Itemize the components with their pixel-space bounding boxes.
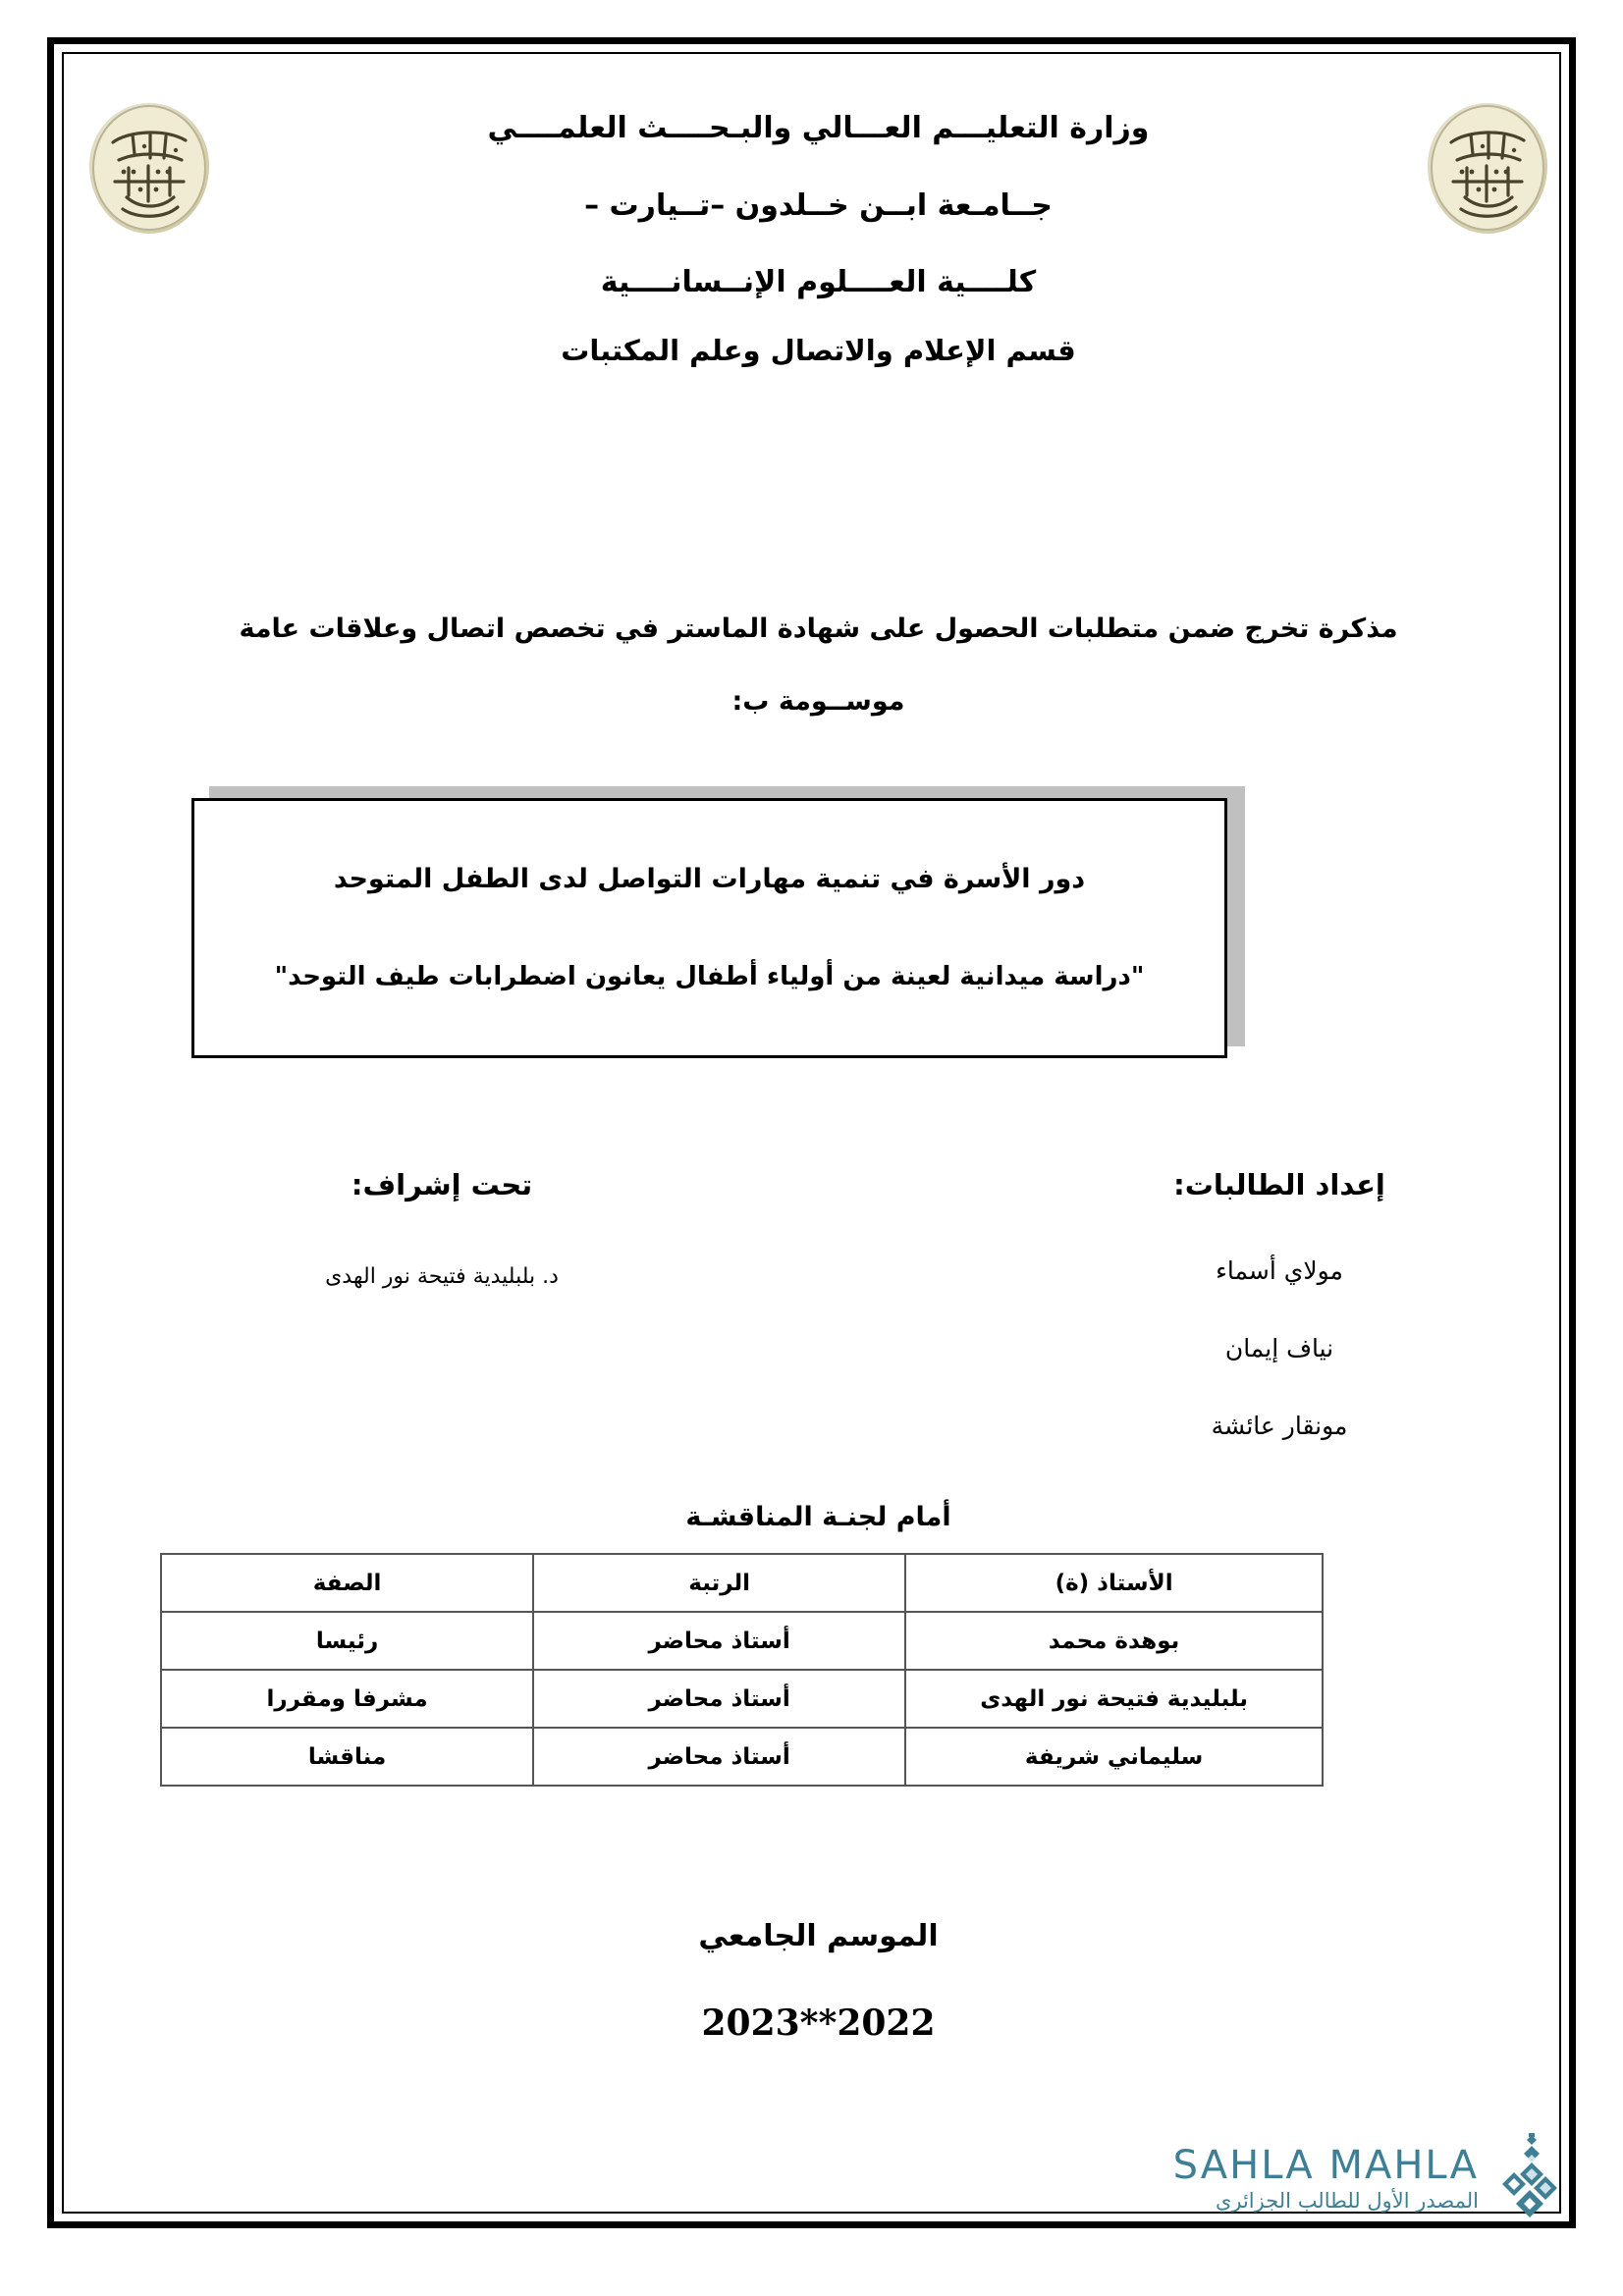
academic-year-block	[54, 1919, 1583, 2044]
students-heading: إعداد الطالبات:	[1173, 1168, 1385, 1201]
supervisor-heading: تحت إشراف:	[351, 1168, 533, 1201]
degree-statement-line-2: موســومة ب:	[731, 686, 905, 718]
university-line: جــامـعة ابــن خــلدون –تــيارت –	[584, 187, 1053, 223]
jury-cell-rank: أستاذ محاضر	[533, 1728, 905, 1786]
jury-column-header-role: الصفة	[161, 1554, 533, 1612]
cover-page-content	[54, 44, 1583, 2235]
ministry-line: وزارة التعليـــم العـــالي والبـحــــث العلمــــي	[487, 111, 1150, 145]
jury-table	[160, 1553, 1324, 1787]
jury-cell-role: مناقشا	[161, 1728, 533, 1786]
sahla-mahla-watermark	[1173, 2133, 1559, 2223]
thesis-title-box	[191, 798, 1227, 1058]
academic-year-value: 2023**2022	[701, 2002, 936, 2044]
page-frame	[47, 37, 1576, 2228]
thesis-title-main: دور الأسرة في تنمية مهارات التواصل لدى الطفل المتوحد	[333, 864, 1086, 895]
jury-cell-rank: أستاذ محاضر	[533, 1670, 905, 1728]
jury-table-row	[161, 1670, 1323, 1728]
watermark-tagline: المصدر الأول للطالب الجزائري	[1215, 2188, 1479, 2213]
institution-heading-block	[241, 89, 1396, 365]
jury-cell-name: بوهدة محمد	[905, 1612, 1323, 1670]
university-emblem-left-icon	[89, 103, 209, 234]
supervisor-column	[231, 1168, 653, 1289]
faculty-line: كلــــية العــــلوم الإنــسانــــية	[600, 265, 1037, 299]
department-line: قسم الإعلام والاتصال وعلم المكتبات	[561, 333, 1076, 367]
students-column	[1068, 1168, 1490, 1489]
jury-cell-name: سليماني شريفة	[905, 1728, 1323, 1786]
student-name: مونقار عائشة	[1211, 1412, 1348, 1440]
supervisor-name: د. بلبليدية فتيحة نور الهدى	[325, 1264, 559, 1289]
students-list	[1068, 1256, 1490, 1440]
degree-statement	[113, 614, 1524, 717]
jury-cell-name: بلبليدية فتيحة نور الهدى	[905, 1670, 1323, 1728]
jury-table-row	[161, 1728, 1323, 1786]
thesis-title-subtitle: "دراسة ميدانية لعينة من أولياء أطفال يعانون اضطرابات طيف التوحد"	[274, 962, 1145, 992]
thesis-title-container	[191, 798, 1227, 1058]
academic-year-label: الموسم الجامعي	[698, 1919, 939, 1953]
jury-column-header-name: الأستاذ (ة)	[905, 1554, 1323, 1612]
jury-cell-role: مشرفا ومقررا	[161, 1670, 533, 1728]
credits-section	[123, 1168, 1514, 1482]
jury-table-row	[161, 1612, 1323, 1670]
document-header	[54, 89, 1583, 384]
watermark-texts	[1172, 2142, 1479, 2213]
jury-column-header-rank: الرتبة	[533, 1554, 905, 1612]
university-emblem-right-icon	[1428, 103, 1547, 234]
jury-cell-role: رئيسا	[161, 1612, 533, 1670]
jury-table-header-row	[161, 1554, 1323, 1612]
sahla-mahla-diamond-logo-icon	[1488, 2133, 1559, 2223]
watermark-brand: SAHLA MAHLA	[1172, 2142, 1479, 2188]
jury-cell-rank: أستاذ محاضر	[533, 1612, 905, 1670]
student-name: نياف إيمان	[1224, 1334, 1334, 1362]
jury-heading: أمام لجنـة المناقشـة	[685, 1502, 951, 1532]
degree-statement-line-1: مذكرة تخرج ضمن متطلبات الحصول على شهادة الماستر في تخصص اتصال وعلاقات عامة	[239, 614, 1398, 644]
student-name: مولاي أسماء	[1216, 1256, 1343, 1285]
